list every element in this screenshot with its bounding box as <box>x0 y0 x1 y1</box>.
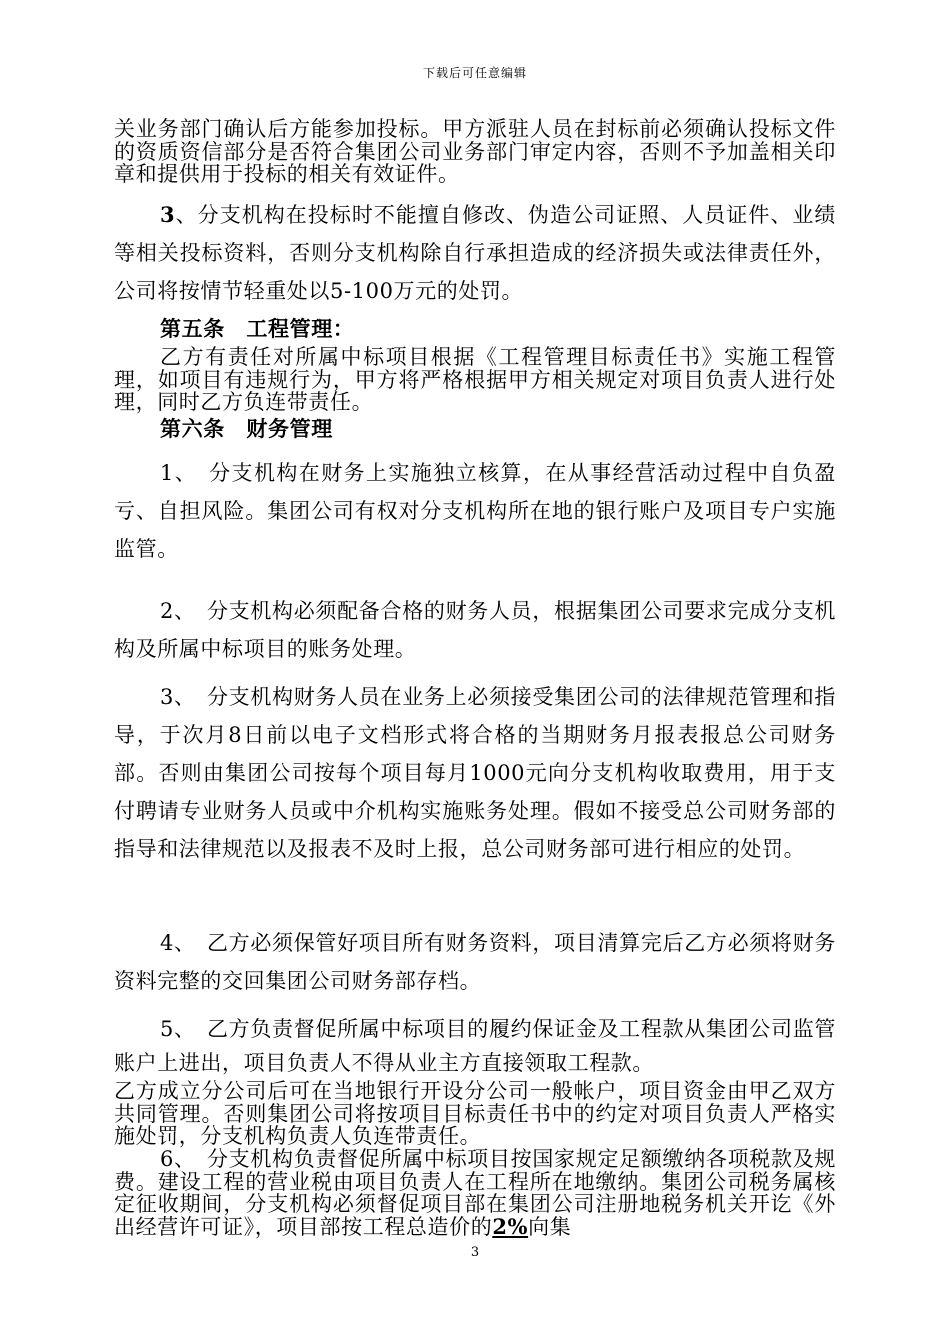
finance-item-6 <box>114 1148 836 1238</box>
paragraph-text-end: 向集 <box>528 1214 572 1239</box>
article-5-heading: 第五条 工程管理： <box>160 316 355 341</box>
document-body <box>114 118 836 1238</box>
finance-item-3: 3、 分支机构财务人员在业务上必须接受集团公司的法律规范管理和指导，于次月8日前以电子文档形式将合格的当期财务月报表报总公司财务部。否则由集团公司按每个项目每月1000元向分支机构收取费用，用于支付聘请专业财务人员或中介机构实施账务处理。假如不接受总公司财务部的指导和法律规范以及报表不及时上报，总公司财务部可进行相应的处罚。 <box>114 685 836 861</box>
tax-rate-value: 2% <box>492 1213 529 1239</box>
finance-item-1: 1、 分支机构在财务上实施独立核算，在从事经营活动过程中自负盈亏、自担风险。集团公司有权对分支机构所在地的银行账户及项目专户实施监管。 <box>114 461 836 561</box>
finance-item-5-start: 5、 乙方负责督促所属中标项目的履约保证金及工程款从集团公司监管账户上进出，项目负责人不得从业主方直接领取工程款。 <box>114 1017 836 1075</box>
article-6-heading: 第六条 财务管理 <box>160 416 333 441</box>
paragraph-text: 6、 分支机构负责督促所属中标项目按国家规定足额缴纳各项税款及规费。建设工程的营业税由项目负责人在工程所在地缴纳。集团公司税务属核定征收期间，分支机构必须督促项目部在集团公司注册地税务机关开讫《外出经营许可证》，项目部按工程总造价的 <box>114 1147 836 1239</box>
page-number: 3 <box>470 1245 480 1260</box>
finance-item-2: 2、 分支机构必须配备合格的财务人员，根据集团公司要求完成分支机构及所属中标项目的账务处理。 <box>114 599 836 661</box>
paragraph-bid-confirmation: 关业务部门确认后方能参加投标。甲方派驻人员在封标前必须确认投标文件的资质资信部分是否符合集团公司业务部门审定内容，否则不予加盖相关印章和提供用于投标的相关有效证件。 <box>114 117 836 186</box>
paragraph-text: 、分支机构在投标时不能擅自修改、伪造公司证照、人员证件、业绩等相关投标资料，否则分支机构除自行承担造成的经济损失或法律责任外，公司将按情节轻重处以5-100万元的处罚。 <box>114 203 836 303</box>
page-header: 下载后可任意编辑 <box>422 66 527 80</box>
article-5-body: 乙方有责任对所属中标项目根据《工程管理目标责任书》实施工程管理，如项目有违规行为，甲方将严格根据甲方相关规定对项目负责人进行处理，同时乙方负连带责任。 <box>114 345 836 414</box>
finance-item-4: 4、 乙方必须保管好项目所有财务资料，项目清算完后乙方必须将财务资料完整的交回集团公司财务部存档。 <box>114 931 836 993</box>
item-number: 3 <box>160 202 176 227</box>
finance-item-5-cont: 乙方成立分公司后可在当地银行开设分公司一般帐户，项目资金由甲乙双方共同管理。否则集团公司将按项目目标责任书中的约定对项目负责人严格实施处罚，分支机构负责人负连带责任。 <box>114 1079 836 1148</box>
paragraph-bid-forgery <box>114 196 836 312</box>
